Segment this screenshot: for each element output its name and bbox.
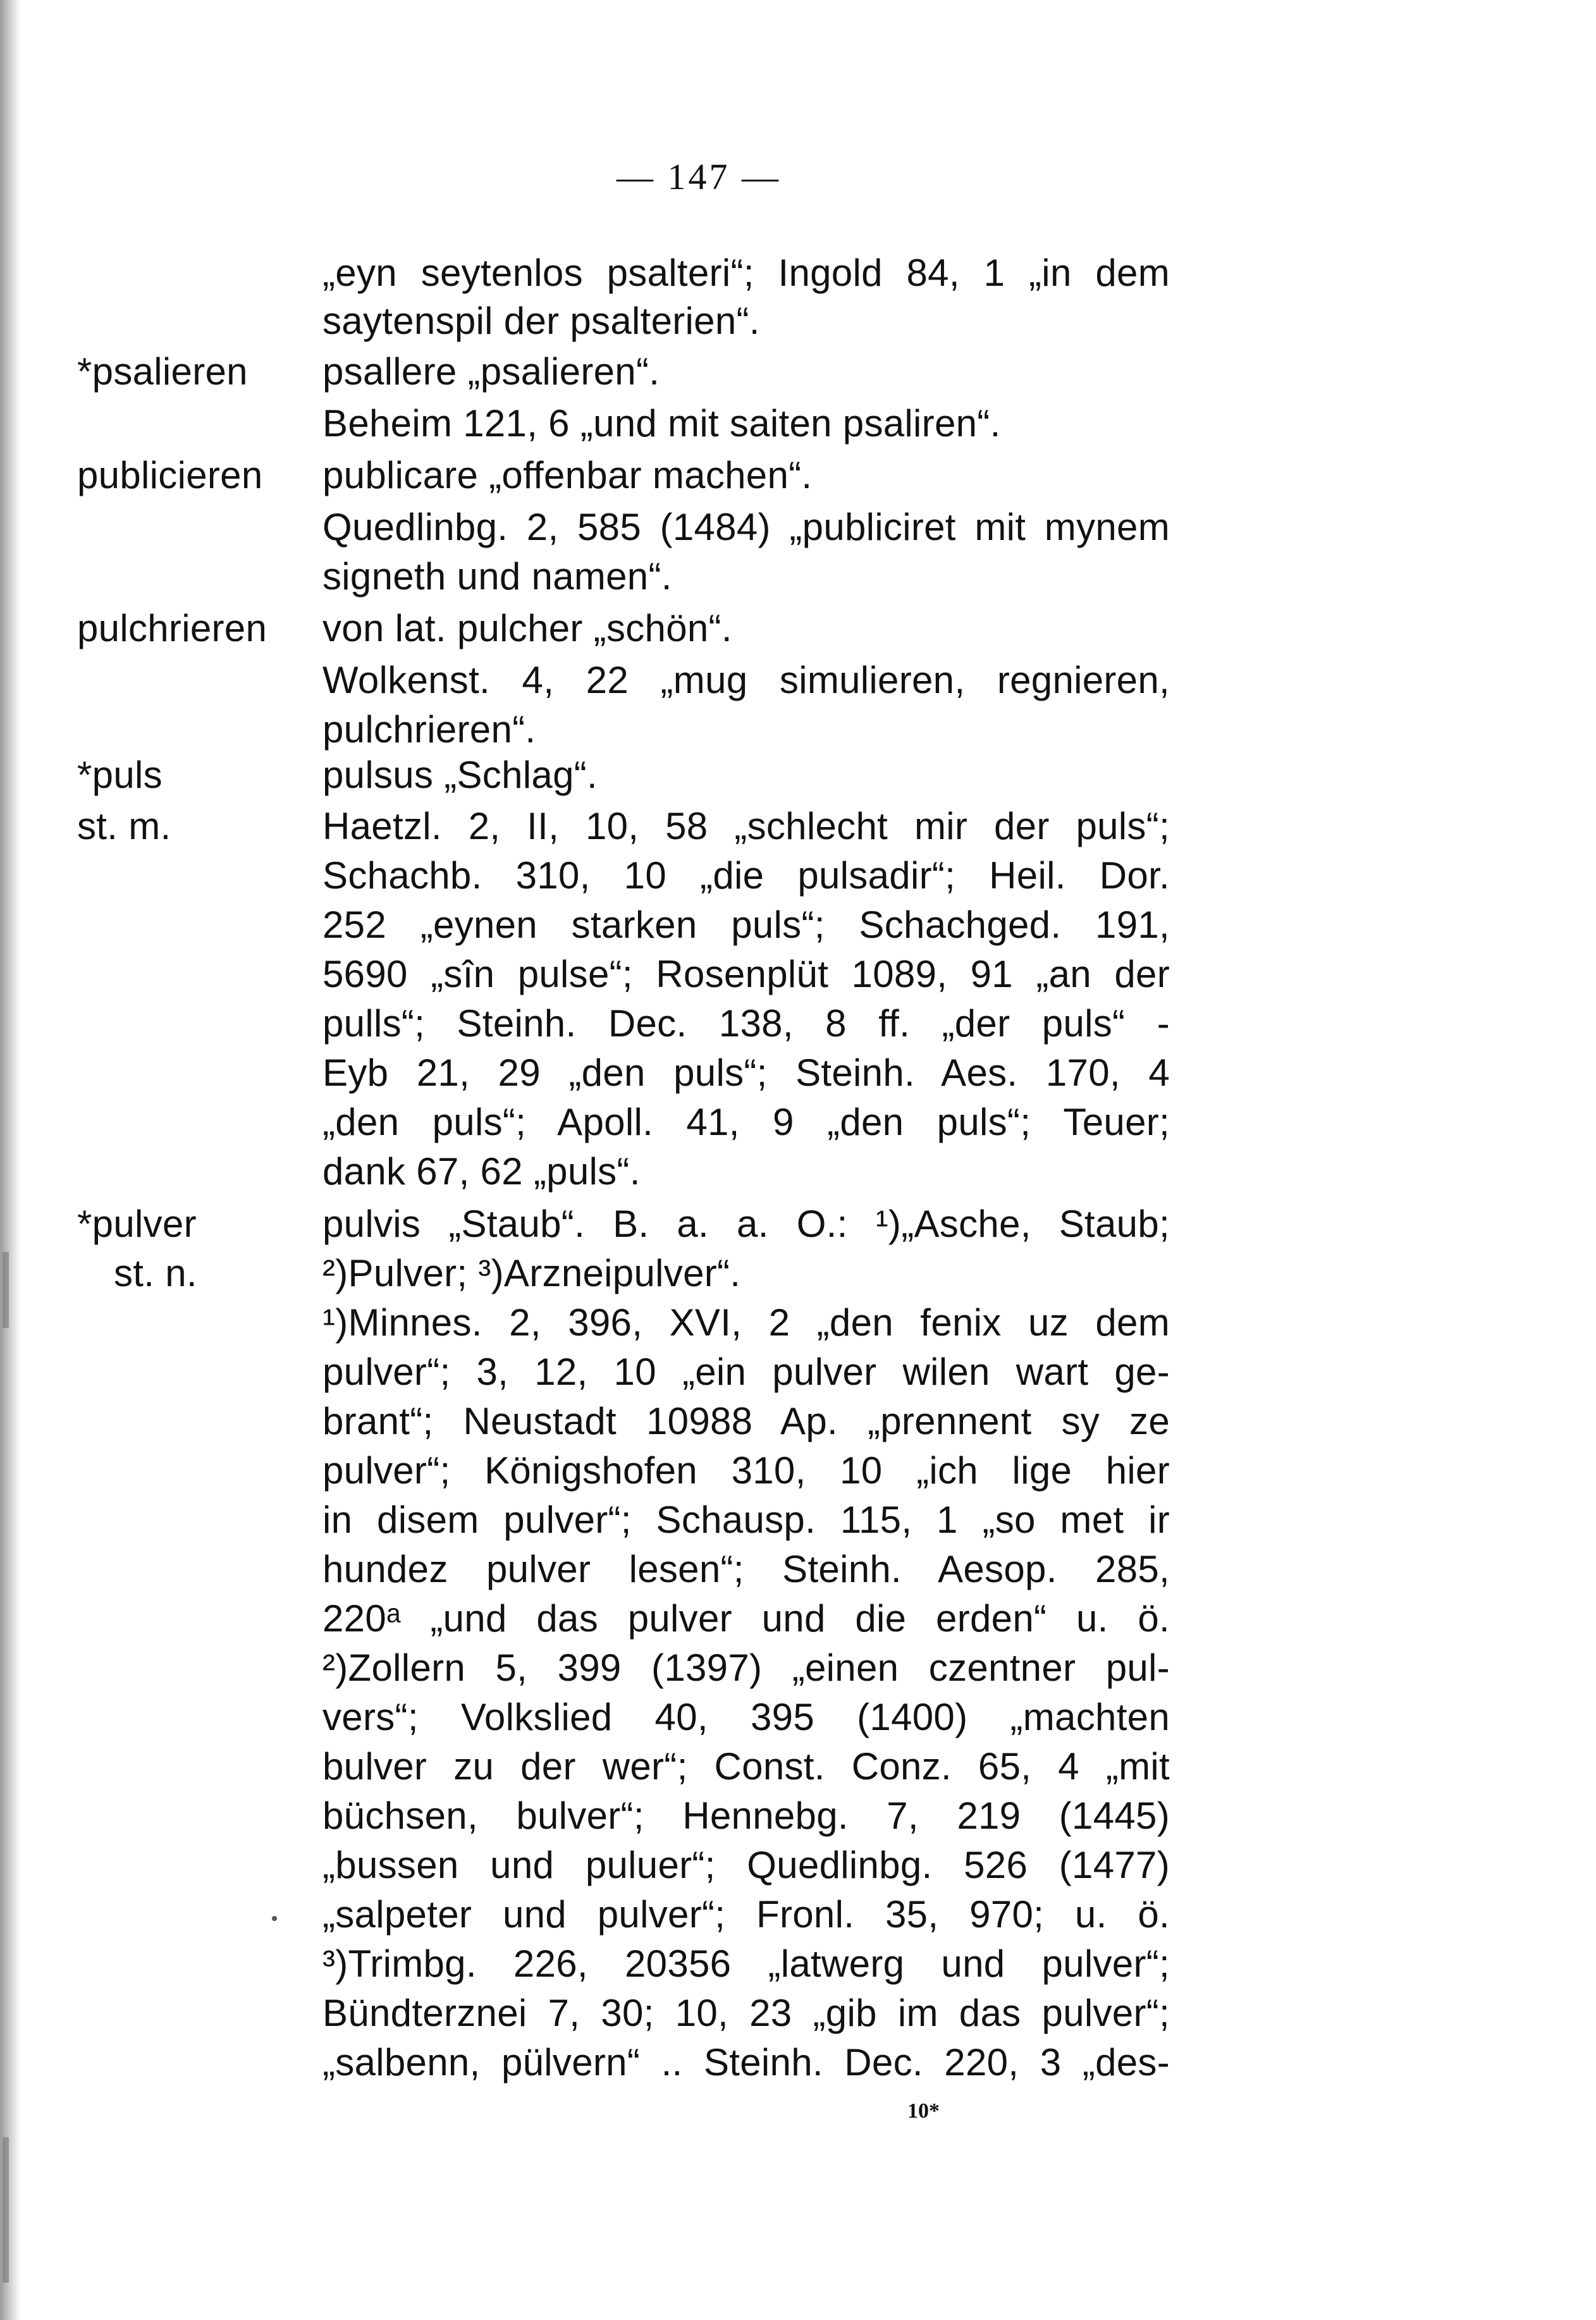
- headword-pulchrieren: pulchrieren: [77, 607, 267, 649]
- text-line: publicare „offenbar machen“.: [322, 454, 813, 496]
- text-line: signeth und namen“.: [322, 555, 672, 598]
- text-line: Schachb. 310, 10 „die pulsadir“; Heil. Dor.: [322, 854, 1170, 897]
- headword-puls-grammar: st. m.: [77, 805, 171, 847]
- text-line: ²)Pulver; ³)Arzneipulver“.: [322, 1252, 741, 1294]
- text-line: pulver“; 3, 12, 10 „ein pulver wilen wart ge-: [322, 1351, 1170, 1393]
- text-line: psallere „psalieren“.: [322, 350, 660, 393]
- text-line: büchsen, bulver“; Hennebg. 7, 219 (1445): [322, 1795, 1170, 1837]
- text-line: brant“; Neustadt 10988 Ap. „prennent sy ze: [322, 1400, 1170, 1442]
- text-line: Bündterznei 7, 30; 10, 23 „gib im das pulver“;: [322, 1992, 1170, 2034]
- text-line: „salbenn, pülvern“ .. Steinh. Dec. 220, 3 „des-: [322, 2041, 1170, 2084]
- text-line: 220ᵃ „und das pulver und die erden“ u. ö.: [322, 1597, 1170, 1640]
- text-line: Beheim 121, 6 „und mit saiten psaliren“.: [322, 402, 1001, 445]
- text-line: pulchrieren“.: [322, 708, 536, 751]
- page-number: — 147 —: [617, 156, 781, 197]
- text-line: dank 67, 62 „puls“.: [322, 1150, 641, 1193]
- printer-signature: 10*: [907, 2099, 940, 2123]
- text-line: hundez pulver lesen“; Steinh. Aesop. 285,: [322, 1548, 1170, 1590]
- text-line: pulvis „Staub“. B. a. a. O.: ¹)„Asche, Staub;: [322, 1203, 1170, 1245]
- text-line: „den puls“; Apoll. 41, 9 „den puls“; Teuer;: [322, 1101, 1170, 1143]
- page-edge-shading: [0, 0, 21, 2320]
- headword-psalieren: *psalieren: [77, 350, 248, 393]
- text-line: pulls“; Steinh. Dec. 138, 8 ff. „der puls“ -: [322, 1002, 1170, 1045]
- text-line: Haetzl. 2, II, 10, 58 „schlecht mir der puls“;: [322, 805, 1170, 847]
- text-line: pulver“; Königshofen 310, 10 „ich lige hier: [322, 1449, 1170, 1492]
- text-line: Quedlinbg. 2, 585 (1484) „publiciret mit mynem: [322, 506, 1170, 548]
- text-line: ³)Trimbg. 226, 20356 „latwerg und pulver“;: [322, 1943, 1170, 1985]
- text-line: „eyn seytenlos psalteri“; Ingold 84, 1 „in dem: [322, 252, 1170, 294]
- headword-pulver: *pulver: [77, 1203, 197, 1245]
- text-line: „bussen und puluer“; Quedlinbg. 526 (1477): [322, 1844, 1170, 1886]
- text-line: Eyb 21, 29 „den puls“; Steinh. Aes. 170, 4: [322, 1052, 1170, 1094]
- headword-publicieren: publicieren: [77, 454, 263, 496]
- text-line: saytenspil der psalterien“.: [322, 300, 760, 342]
- text-line: „salpeter und pulver“; Fronl. 35, 970; u. ö.: [322, 1893, 1170, 1936]
- text-line: bulver zu der wer“; Const. Conz. 65, 4 „mit: [322, 1745, 1170, 1788]
- text-line: in disem pulver“; Schausp. 115, 1 „so met ir: [322, 1499, 1170, 1541]
- text-line: 252 „eynen starken puls“; Schachged. 191,: [322, 904, 1170, 946]
- scan-speck: [3, 2137, 9, 2283]
- margin-dot: [272, 1916, 277, 1921]
- text-line: vers“; Volkslied 40, 395 (1400) „machten: [322, 1696, 1170, 1738]
- headword-pulver-grammar: st. n.: [114, 1252, 197, 1294]
- text-line: ²)Zollern 5, 399 (1397) „einen czentner pul-: [322, 1647, 1170, 1689]
- text-line: von lat. pulcher „schön“.: [322, 607, 732, 649]
- text-line: Wolkenst. 4, 22 „mug simulieren, regnieren,: [322, 659, 1170, 701]
- headword-puls: *puls: [77, 754, 163, 796]
- text-line: pulsus „Schlag“.: [322, 754, 598, 796]
- text-line: ¹)Minnes. 2, 396, XVI, 2 „den fenix uz dem: [322, 1301, 1170, 1344]
- text-line: 5690 „sîn pulse“; Rosenplüt 1089, 91 „an der: [322, 953, 1170, 995]
- scan-speck: [3, 1252, 9, 1328]
